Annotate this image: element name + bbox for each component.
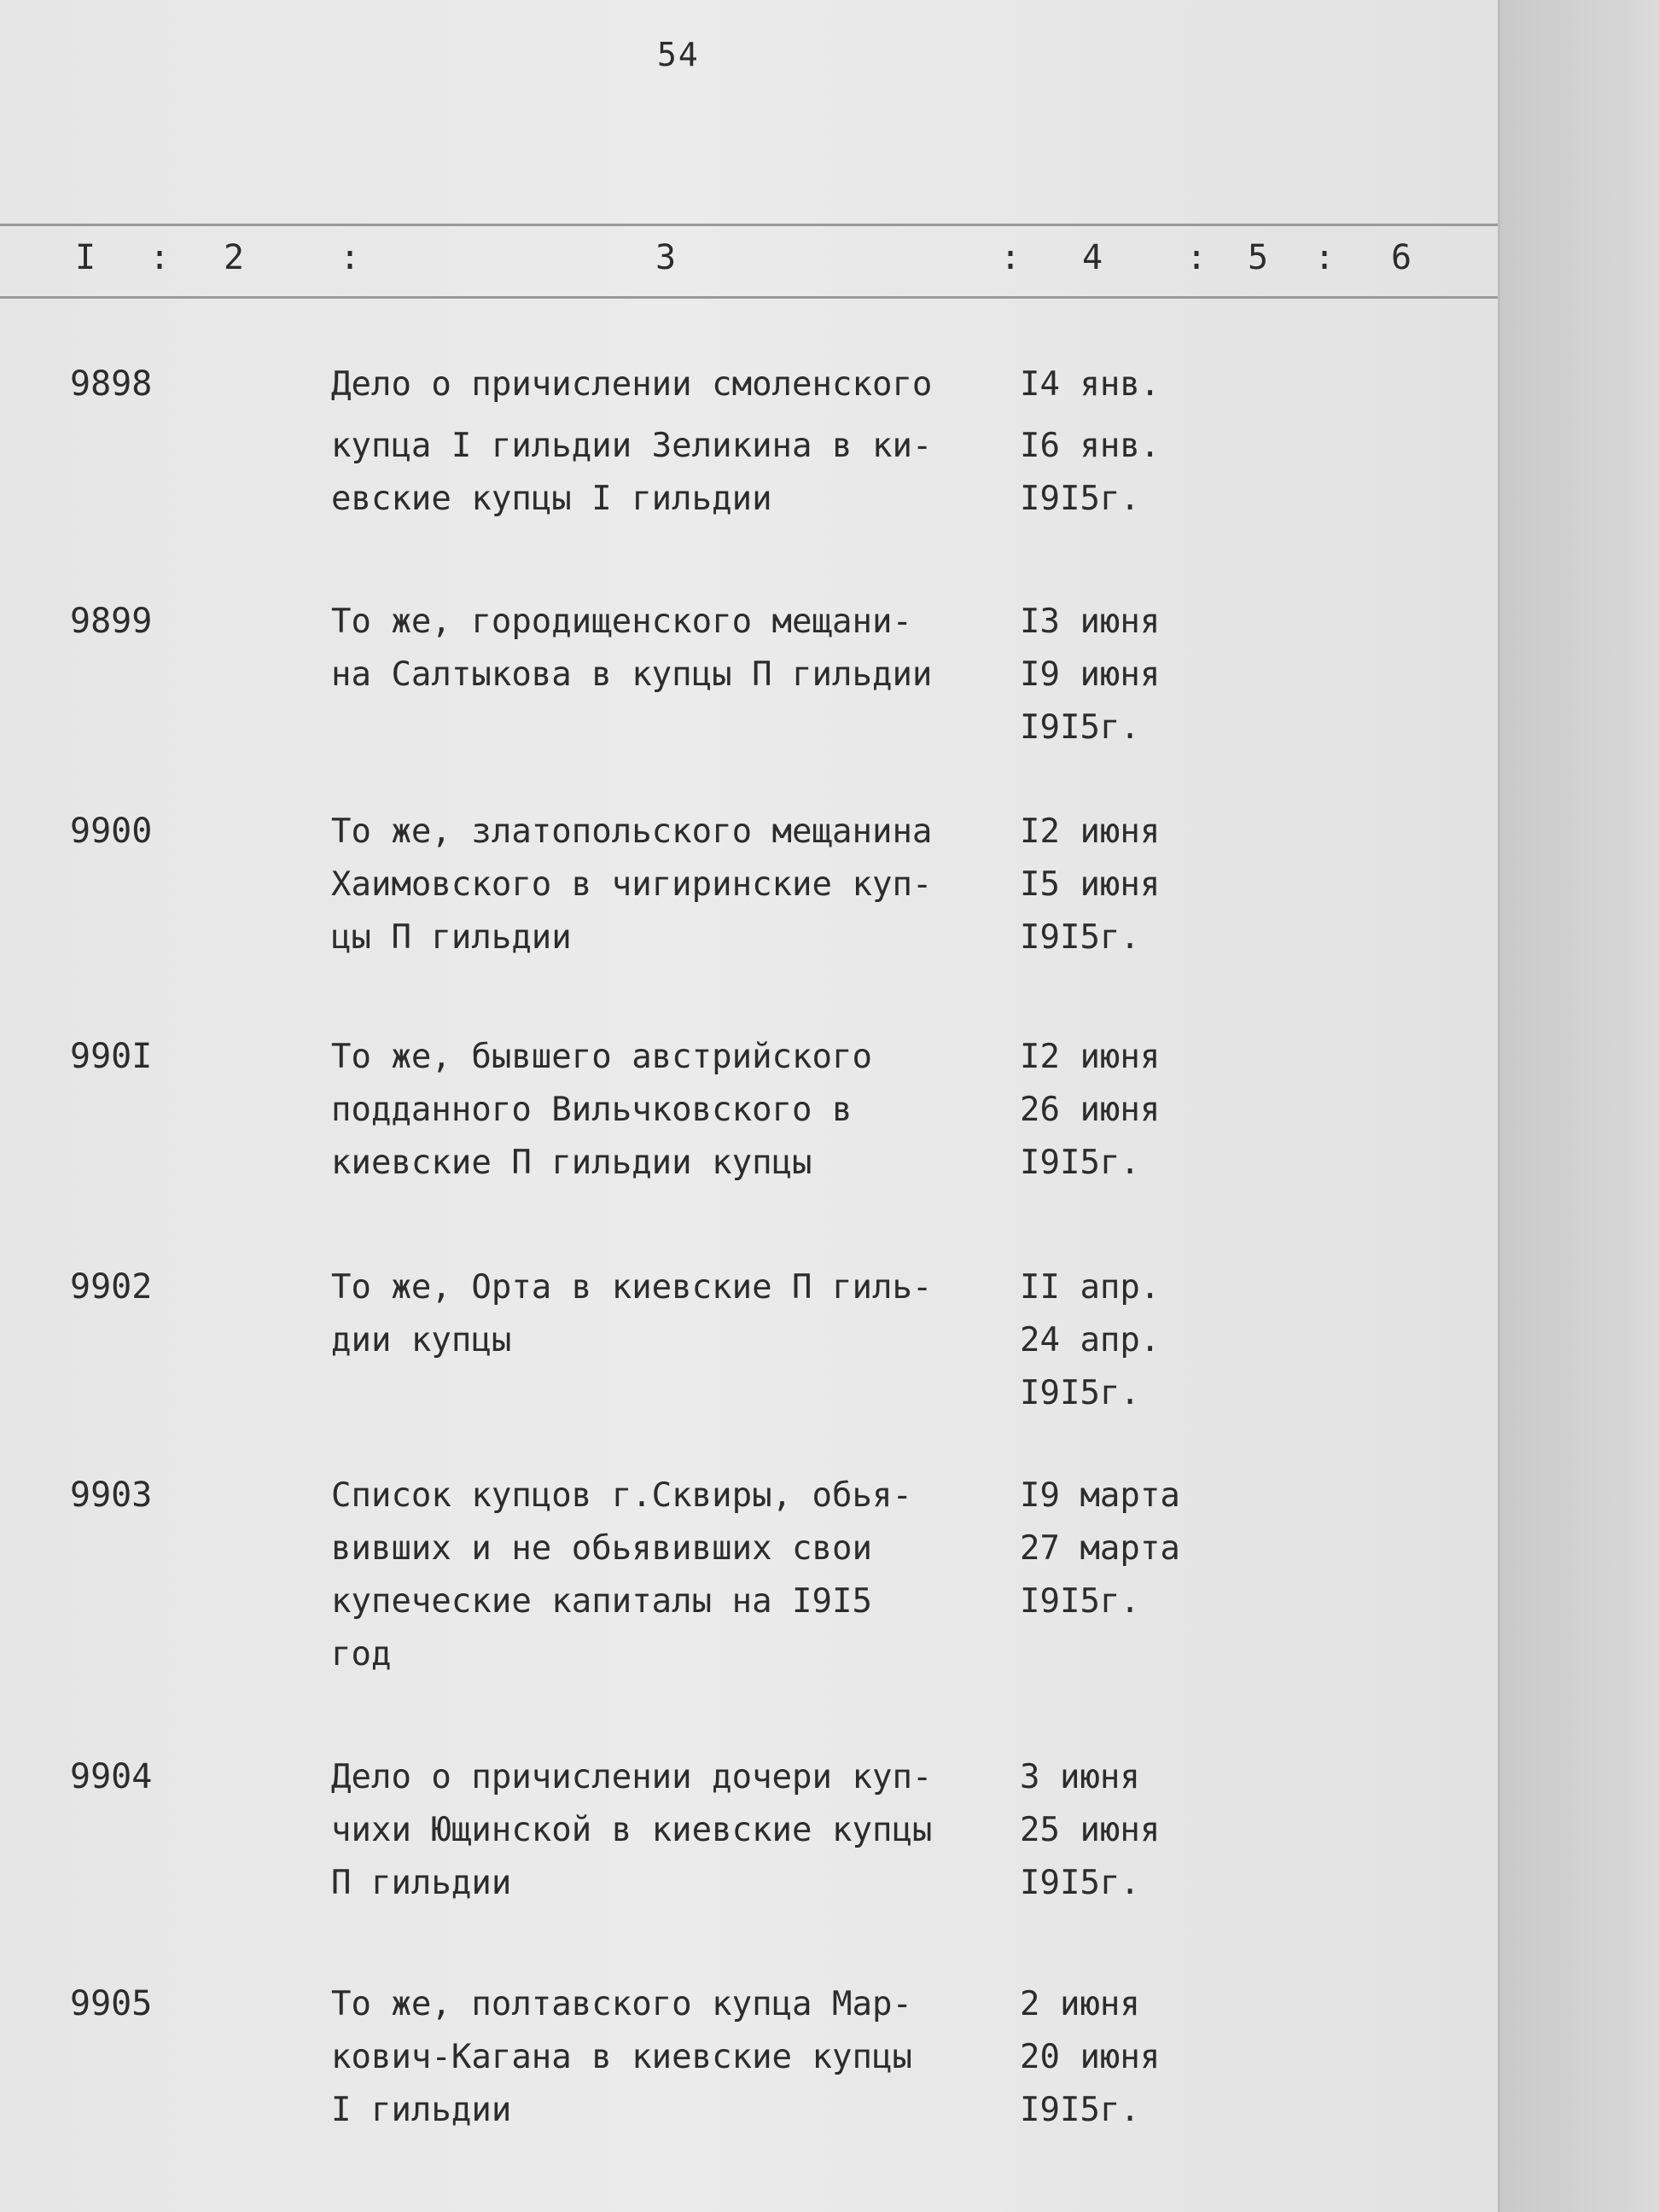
entry-title bbox=[331, 358, 997, 526]
entry-end-date: 26 июня bbox=[1020, 1091, 1161, 1129]
entry-title bbox=[331, 806, 997, 964]
entry-start-date: I4 янв. bbox=[1020, 365, 1161, 404]
entry-title bbox=[331, 1978, 997, 2137]
entry-number: 9899 bbox=[70, 602, 153, 641]
entry-title-line: купца I гильдии Зеликина в ки- bbox=[331, 427, 933, 465]
entry-year: I9I5г. bbox=[1020, 1582, 1140, 1621]
entry-title-line: на Салтыкова в купцы П гильдии bbox=[331, 655, 933, 694]
entry-year: I9I5г. bbox=[1020, 1144, 1140, 1182]
entry-dates bbox=[1020, 1470, 1225, 1628]
inventory-entry bbox=[0, 806, 1498, 1019]
column-header-1: I bbox=[75, 238, 96, 277]
entry-title-line: подданного Вильчковского в bbox=[331, 1091, 853, 1129]
entry-start-date: I9 марта bbox=[1020, 1476, 1180, 1515]
entry-title-line: То же, полтавского купца Мар- bbox=[331, 1985, 912, 2023]
entry-year: I9I5г. bbox=[1020, 1864, 1140, 1902]
column-header-separator: : bbox=[340, 238, 361, 277]
column-header-4: 4 bbox=[1082, 238, 1103, 277]
entry-title-line: П гильдии bbox=[331, 1864, 512, 1902]
column-header-separator: : bbox=[1314, 238, 1336, 277]
entry-year: I9I5г. bbox=[1020, 918, 1140, 957]
entry-title-line: чихи Ющинской в киевские купцы bbox=[331, 1811, 933, 1849]
inventory-entry bbox=[0, 1751, 1498, 1965]
entry-dates bbox=[1020, 1751, 1225, 1910]
entry-end-date: 27 марта bbox=[1020, 1529, 1180, 1568]
inventory-entry bbox=[0, 1470, 1498, 1683]
entry-title-line: Хаимовского в чигиринские куп- bbox=[331, 865, 933, 904]
entry-end-date: I6 янв. bbox=[1020, 427, 1161, 465]
entry-dates bbox=[1020, 1031, 1225, 1190]
entry-title-line: То же, златопольского мещанина bbox=[331, 812, 933, 851]
entry-title bbox=[331, 1261, 997, 1367]
entry-end-date: I9 июня bbox=[1020, 655, 1161, 694]
inventory-entry bbox=[0, 1978, 1498, 2192]
column-header-2: 2 bbox=[224, 238, 245, 277]
entry-title-line: Дело о причислении дочери куп- bbox=[331, 1758, 933, 1796]
entry-year: I9I5г. bbox=[1020, 480, 1140, 518]
entry-number: 9902 bbox=[70, 1267, 153, 1307]
column-header-6: 6 bbox=[1391, 238, 1412, 277]
entry-title-line: I гильдии bbox=[331, 2091, 512, 2129]
entry-title-line: киевские П гильдии купцы bbox=[331, 1144, 812, 1182]
entry-title-line: год bbox=[331, 1635, 392, 1674]
entry-start-date: 3 июня bbox=[1020, 1758, 1140, 1796]
entry-start-date: I2 июня bbox=[1020, 1038, 1161, 1076]
entry-start-date: I2 июня bbox=[1020, 812, 1161, 851]
column-header-separator: : bbox=[149, 238, 171, 277]
entry-title-line: То же, бывшего австрийского bbox=[331, 1038, 872, 1076]
entry-number: 9903 bbox=[70, 1476, 153, 1515]
column-header-separator: : bbox=[1000, 238, 1022, 277]
entry-title-line: евские купцы I гильдии bbox=[331, 480, 772, 518]
entry-number: 990I bbox=[70, 1037, 153, 1076]
entry-year: I9I5г. bbox=[1020, 708, 1140, 747]
entry-number: 9905 bbox=[70, 1984, 153, 2023]
entry-end-date: I5 июня bbox=[1020, 865, 1161, 904]
entry-start-date: I3 июня bbox=[1020, 602, 1161, 641]
entry-dates bbox=[1020, 1261, 1225, 1420]
column-header-row bbox=[0, 224, 1498, 299]
entry-start-date: 2 июня bbox=[1020, 1985, 1140, 2023]
entry-title-line: кович-Кагана в киевские купцы bbox=[331, 2038, 912, 2076]
scan-background-edge bbox=[1500, 0, 1659, 2212]
entry-dates bbox=[1020, 806, 1225, 964]
column-header-5: 5 bbox=[1248, 238, 1269, 277]
entry-title-line: вивших и не обьявивших свои bbox=[331, 1529, 872, 1568]
entry-number: 9900 bbox=[70, 812, 153, 851]
entry-dates bbox=[1020, 358, 1225, 526]
entry-title-line: То же, городищенского мещани- bbox=[331, 602, 912, 641]
entry-title-line: Список купцов г.Сквиры, обья- bbox=[331, 1476, 912, 1515]
inventory-entry bbox=[0, 358, 1498, 572]
entry-title-line: дии купцы bbox=[331, 1321, 512, 1359]
entry-year: I9I5г. bbox=[1020, 2091, 1140, 2129]
inventory-entry bbox=[0, 1261, 1498, 1475]
entry-year: I9I5г. bbox=[1020, 1374, 1140, 1412]
entry-end-date: 20 июня bbox=[1020, 2038, 1161, 2076]
entry-title bbox=[331, 596, 997, 701]
entry-title bbox=[331, 1470, 997, 1681]
entry-end-date: 24 апр. bbox=[1020, 1321, 1161, 1359]
page-number: 54 bbox=[657, 36, 700, 73]
entry-title-line: То же, Орта в киевские П гиль- bbox=[331, 1268, 933, 1307]
entry-title-line: купеческие капиталы на I9I5 bbox=[331, 1582, 872, 1621]
column-header-separator: : bbox=[1186, 238, 1208, 277]
inventory-entry bbox=[0, 1031, 1498, 1244]
entry-title bbox=[331, 1031, 997, 1190]
entry-title-line: цы П гильдии bbox=[331, 918, 572, 957]
entry-title bbox=[331, 1751, 997, 1910]
entry-dates bbox=[1020, 1978, 1225, 2137]
entry-dates bbox=[1020, 596, 1225, 754]
entry-number: 9904 bbox=[70, 1757, 153, 1796]
entry-end-date: 25 июня bbox=[1020, 1811, 1161, 1849]
entry-start-date: II апр. bbox=[1020, 1268, 1161, 1307]
column-header-3: 3 bbox=[655, 238, 677, 277]
entry-title-line: Дело о причислении смоленского bbox=[331, 365, 933, 404]
entry-number: 9898 bbox=[70, 364, 153, 404]
inventory-entry bbox=[0, 596, 1498, 809]
